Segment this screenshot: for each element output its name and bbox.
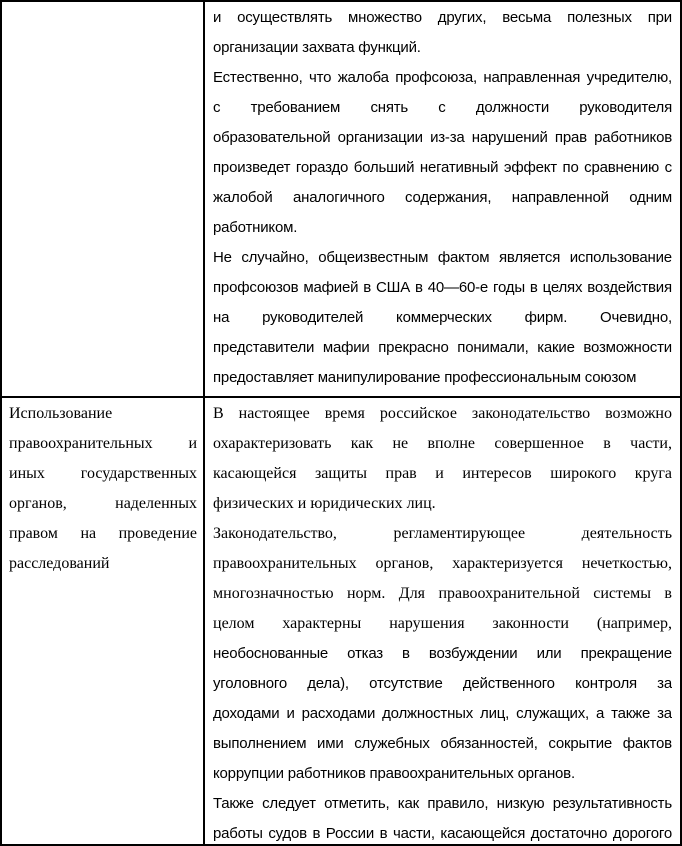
text-word: российское [379, 405, 457, 422]
text-word: содержания, [405, 189, 492, 206]
text-line [213, 819, 672, 844]
text-word: судов [268, 825, 307, 842]
text-word: требованием [250, 99, 341, 116]
text-word: снять [370, 99, 409, 116]
text-word: прекращение [580, 645, 672, 662]
text-word: служащих, [516, 705, 589, 722]
text-line [213, 273, 672, 303]
text-word: Для [398, 585, 426, 602]
text-line [213, 579, 672, 609]
text-word: работы [213, 825, 263, 842]
text-word: представители [213, 339, 315, 356]
text-word: не [392, 435, 409, 452]
text-word: Очевидно, [600, 309, 672, 326]
text-word: с [213, 99, 221, 116]
text-word: настоящее [238, 405, 310, 422]
text-word: и [435, 465, 444, 482]
text-word: прекрасно [378, 339, 449, 356]
text-word: фирм. [524, 309, 568, 326]
text-word: в [363, 279, 372, 296]
text-word: в [312, 825, 321, 842]
text-word: аналогичного [293, 189, 385, 206]
text-word: низкую [496, 795, 545, 812]
text-word: США [376, 279, 411, 296]
text-word: в [664, 585, 672, 602]
text-word: использование [569, 249, 672, 266]
text-word: мафии [322, 339, 370, 356]
text-word: сокрытие [548, 735, 613, 752]
text-word: части, [630, 435, 672, 452]
text-word: в [379, 825, 388, 842]
text-word: руководителей [262, 309, 364, 326]
text-word: должностных [382, 705, 474, 722]
text-word: России [325, 825, 375, 842]
text-word: понимали, [457, 339, 529, 356]
text-word: на [80, 525, 97, 542]
text-word: общеизвестным [318, 249, 429, 266]
text-word: системы [593, 585, 651, 602]
text-word: необоснованные [213, 645, 329, 662]
text-word: правоохранительной [438, 585, 580, 602]
text-word: иных [9, 465, 45, 482]
text-word: множество [348, 9, 422, 26]
text-word: направленной [511, 189, 609, 206]
text-word: Законодательство, [213, 525, 337, 542]
text-line: коррупции работников правоохранительных органов. [213, 765, 575, 782]
text-word: одним [629, 189, 672, 206]
text-word: эффект [503, 159, 557, 176]
text-line: физических и юридических лиц. [213, 495, 436, 512]
text-line [213, 429, 672, 459]
table-cell-label-empty [2, 2, 205, 396]
text-line: организации захвата функций. [213, 39, 421, 56]
text-word: нарушений [471, 129, 548, 146]
text-line [213, 699, 672, 729]
text-word: за [657, 675, 672, 692]
text-word: возбуждении [428, 645, 518, 662]
text-word: органов, [9, 495, 67, 512]
text-word: многозначностью [213, 585, 334, 602]
text-word: касающейся [213, 465, 297, 482]
text-word: произведет [213, 159, 291, 176]
text-word: коммерческих [396, 309, 492, 326]
table-row-law-enforcement [2, 398, 680, 844]
text-line [213, 789, 672, 819]
text-line [213, 399, 672, 429]
text-word: правоохранительных [9, 435, 153, 452]
text-word: негативный [419, 159, 499, 176]
text-word: отметить, [324, 795, 390, 812]
text-word: фактов [622, 735, 672, 752]
text-word: время [324, 405, 365, 422]
text-word: контроля [575, 675, 637, 692]
text-word: деятельность [581, 525, 672, 542]
text-word: организации [337, 129, 423, 146]
text-word: дорогого [612, 825, 672, 842]
text-line [213, 729, 672, 759]
text-word: законодательство [471, 405, 591, 422]
text-word: расходами [301, 705, 376, 722]
text-word: как [350, 435, 374, 452]
text-word: по [562, 159, 579, 176]
text-line [213, 519, 672, 549]
text-line: работником. [213, 219, 298, 236]
text-word: направленная [483, 69, 581, 86]
text-word: органов, [375, 555, 434, 572]
text-word: следует [262, 795, 316, 812]
text-word: лиц, [480, 705, 510, 722]
text-word: также [611, 705, 651, 722]
text-word: норм. [346, 585, 386, 602]
text-word: вполне [427, 435, 476, 452]
text-word: законности [492, 615, 569, 632]
text-word: отказ [347, 645, 383, 662]
text-word: результативность [552, 795, 672, 812]
text-word: на [213, 309, 230, 326]
text-word: государственных [80, 465, 197, 482]
text-line: расследований [9, 555, 110, 572]
text-word: при [647, 9, 672, 26]
text-word: проведение [118, 525, 197, 542]
text-word: осуществлять [237, 9, 333, 26]
text-word: годы [493, 279, 525, 296]
text-word: гораздо [295, 159, 349, 176]
text-word: Не [213, 249, 232, 266]
text-word: отсутствие [369, 675, 443, 692]
text-word: в [529, 279, 538, 296]
text-word: Естественно, [213, 69, 303, 86]
text-word: в [415, 279, 423, 296]
text-line [9, 519, 197, 549]
text-word: возможности [583, 339, 672, 356]
text-word: и [188, 435, 197, 452]
text-word: должности [475, 99, 550, 116]
text-line [9, 489, 197, 519]
text-word: профсоюзов [213, 279, 299, 296]
text-word: других, [437, 9, 487, 26]
text-word: фактом [437, 249, 490, 266]
text-line [9, 429, 197, 459]
text-word: руководителя [579, 99, 672, 116]
text-word: весьма [502, 9, 552, 26]
text-word: возможно [605, 405, 672, 422]
table-cell-label [2, 398, 205, 844]
text-word: какие [537, 339, 575, 356]
text-word: является [498, 249, 561, 266]
text-line [9, 459, 197, 489]
text-line [213, 3, 672, 33]
text-word: работников [594, 129, 672, 146]
text-word: в [603, 435, 611, 452]
text-word: 40—60-е [427, 279, 489, 296]
text-word: нечеткостью, [581, 555, 672, 572]
text-line [213, 93, 672, 123]
text-word: прав [385, 465, 417, 482]
text-word: как [397, 795, 419, 812]
text-line [213, 303, 672, 333]
text-word: характерны [282, 615, 362, 632]
text-word: с [438, 99, 446, 116]
text-word: достаточно [530, 825, 608, 842]
text-word: образовательной [213, 129, 331, 146]
text-word: правом [9, 525, 58, 542]
text-word: из-за [430, 129, 465, 146]
text-word: случайно, [241, 249, 309, 266]
text-word: совершенное [494, 435, 584, 452]
text-word: широкого [550, 465, 617, 482]
text-word: а [595, 705, 605, 722]
text-line [213, 459, 672, 489]
text-line: Использование [9, 405, 113, 422]
text-line: предоставляет манипулирование профессиональным союзом [213, 369, 637, 386]
text-word: жалобой [213, 189, 273, 206]
text-word: служебных [354, 735, 430, 752]
text-word: круга [634, 465, 672, 482]
text-line [213, 153, 672, 183]
text-word: полезных [567, 9, 632, 26]
text-line [213, 123, 672, 153]
text-word: характеризуется [452, 555, 563, 572]
text-word: дела), [307, 675, 349, 692]
text-word: регламентирующее [393, 525, 526, 542]
text-word: действенного [462, 675, 555, 692]
text-word: охарактеризовать [213, 435, 332, 452]
text-word: обязанностей, [440, 735, 538, 752]
text-word: мафией [303, 279, 359, 296]
text-word: нарушения [389, 615, 465, 632]
text-word: за [657, 705, 672, 722]
text-word: правоохранительных [213, 555, 357, 572]
text-word: профсоюза, [395, 69, 477, 86]
text-word: воздействия [587, 279, 672, 296]
text-line [213, 669, 672, 699]
text-word: с [664, 159, 672, 176]
text-word: (например, [596, 615, 672, 632]
text-word: прав [554, 129, 587, 146]
text-word: больший [353, 159, 415, 176]
text-word: защиты [314, 465, 367, 482]
text-line [213, 639, 672, 669]
text-line [213, 333, 672, 363]
text-word: В [213, 405, 224, 422]
text-line [213, 609, 672, 639]
text-line [213, 183, 672, 213]
text-word: доходами [213, 705, 280, 722]
text-line [213, 243, 672, 273]
text-word: части, [392, 825, 435, 842]
text-word: жалоба [337, 69, 389, 86]
table-cell-body-text [205, 398, 680, 844]
table-row-continuation [2, 2, 680, 398]
text-word: и [213, 9, 222, 26]
text-word: интересов [462, 465, 532, 482]
text-word: правило, [427, 795, 489, 812]
text-word: целях [542, 279, 583, 296]
text-word: и [286, 705, 295, 722]
text-word: учредителю, [586, 69, 672, 86]
text-line [213, 63, 672, 93]
text-word: целом [213, 615, 255, 632]
text-word: или [536, 645, 562, 662]
table-cell-body-text [205, 2, 680, 396]
text-line [213, 549, 672, 579]
text-word: ими [317, 735, 344, 752]
text-word: выполнением [213, 735, 307, 752]
text-word: сравнению [584, 159, 660, 176]
text-word: что [309, 69, 332, 86]
text-word: в [402, 645, 410, 662]
text-word: наделенных [115, 495, 197, 512]
text-word: Также [213, 795, 254, 812]
text-word: уголовного [213, 675, 287, 692]
text-word: касающейся [440, 825, 526, 842]
